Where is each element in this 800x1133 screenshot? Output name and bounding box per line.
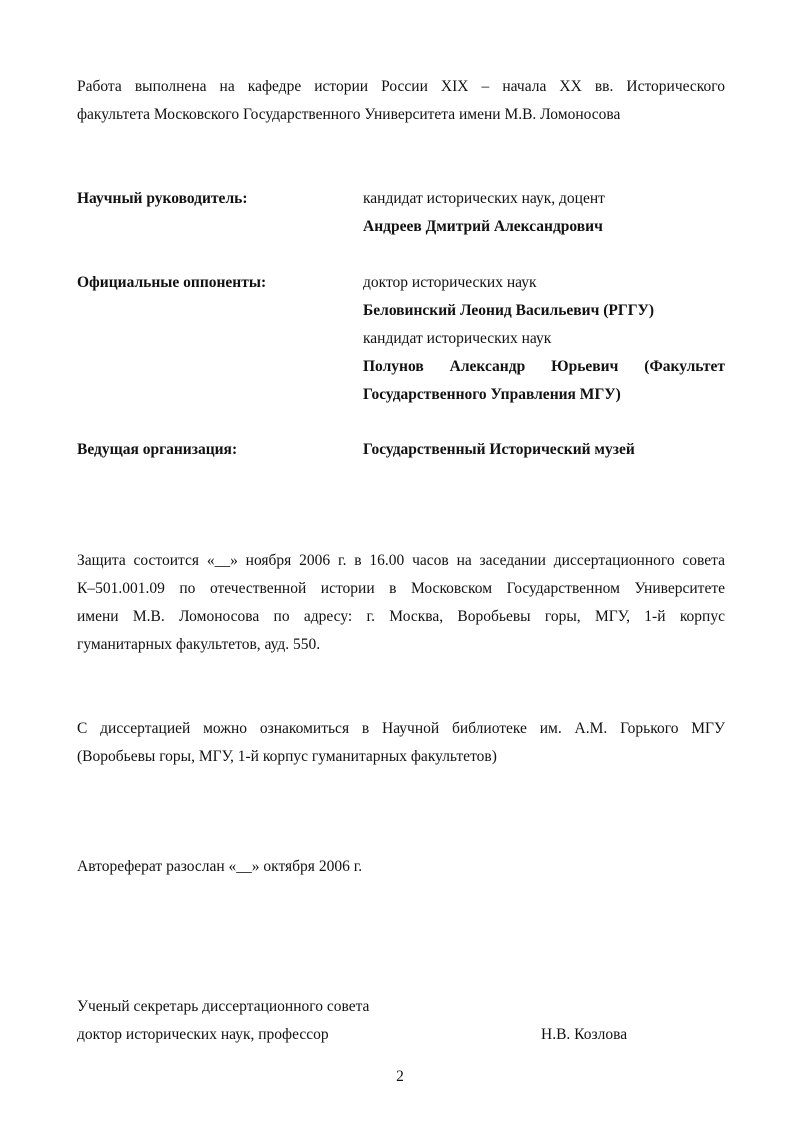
library-line-2: (Воробьевы горы, МГУ, 1-й корпус гуманитарных факультетов) [77,748,497,765]
defense-line-2: К–501.001.09 по отечественной истории в Московском Государственном Университете [77,580,725,597]
opponent-1-degree: доктор исторических наук [363,274,537,291]
supervisor-name: Андреев Дмитрий Александрович [363,218,603,235]
library-line-1: С диссертацией можно ознакомиться в Научной библиотеке им. А.М. Горького МГУ [77,720,725,737]
defense-line-1: Защита состоится «__» ноября 2006 г. в 16.00 часов на заседании диссертационного совета [77,552,725,569]
intro-line-1: Работа выполнена на кафедре истории России XIX – начала XX вв. Исторического [77,78,725,95]
mailed-date: Автореферат разослан «__» октября 2006 г. [77,858,363,875]
secretary-degree: доктор исторических наук, профессор [77,1026,329,1043]
defense-line-4: гуманитарных факультетов, ауд. 550. [77,636,321,653]
opponent-2-name-line-1: Полунов Александр Юрьевич (Факультет [363,358,725,375]
lead-org-label: Ведущая организация: [77,441,238,458]
secretary-name: Н.В. Козлова [541,1026,628,1043]
intro-line-2: факультета Московского Государственного Университета имени М.В. Ломоносова [77,106,621,123]
supervisor-label: Научный руководитель: [77,190,248,207]
opponent-1-name: Беловинский Леонид Васильевич (РГГУ) [363,302,655,319]
lead-org-name: Государственный Исторический музей [363,441,635,458]
page-number: 2 [396,1068,404,1085]
supervisor-degree: кандидат исторических наук, доцент [363,190,605,207]
secretary-title: Ученый секретарь диссертационного совета [77,998,370,1015]
defense-line-3: имени М.В. Ломоносова по адресу: г. Москва, Воробьевы горы, МГУ, 1-й корпус [77,608,725,625]
opponents-label: Официальные оппоненты: [77,274,267,291]
opponent-2-degree: кандидат исторических наук [363,330,552,347]
opponent-2-name-line-2: Государственного Управления МГУ) [363,386,621,403]
